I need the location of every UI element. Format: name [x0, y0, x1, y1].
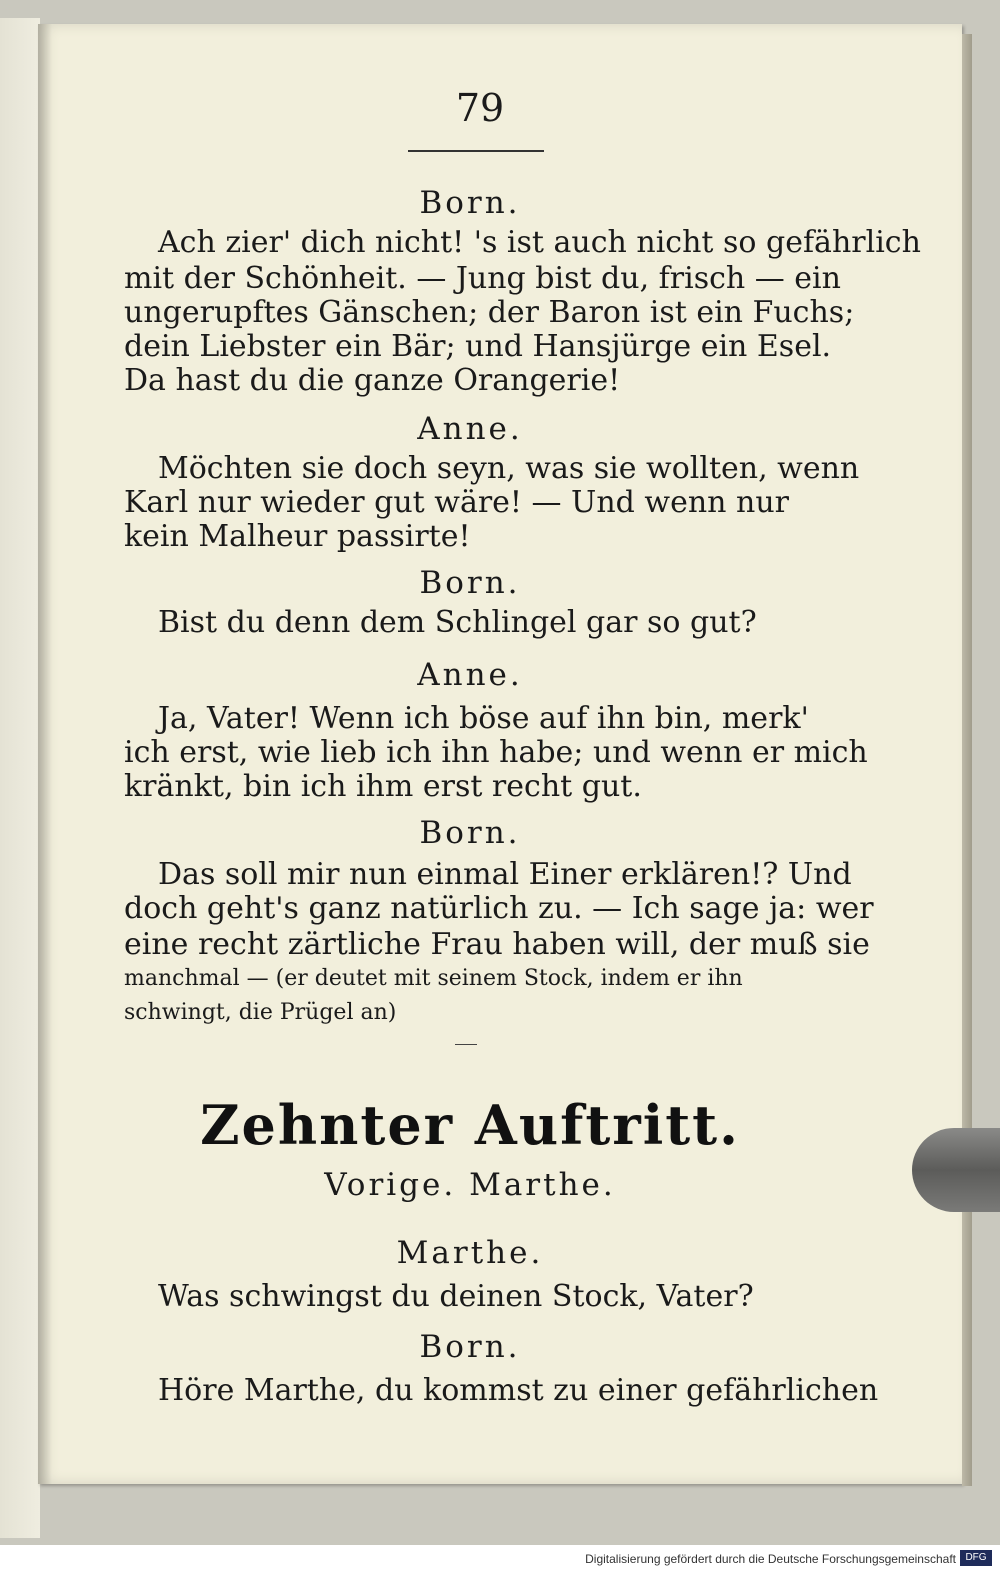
header-rule: [408, 150, 544, 152]
stage-direction-line: schwingt, die Prügel an): [124, 1000, 397, 1025]
text-line: dein Liebster ein Bär; und Hansjürge ein Esel.: [124, 329, 832, 364]
text-line: Möchten sie doch seyn, was sie wollten, wenn: [158, 451, 860, 486]
scene-heading: Zehnter Auftritt.: [200, 1093, 740, 1157]
scene-characters: Vorige. Marthe.: [324, 1167, 616, 1203]
speaker-name: Anne.: [417, 657, 523, 693]
speaker-name: Anne.: [417, 411, 523, 447]
speaker-name: Born.: [419, 565, 521, 601]
text-line: Bist du denn dem Schlingel gar so gut?: [158, 605, 757, 640]
page-turn-tab[interactable]: [912, 1128, 1000, 1212]
text-line: kein Malheur passirte!: [124, 519, 471, 554]
speaker-name: Born.: [419, 815, 521, 851]
page-number: 79: [455, 86, 505, 130]
dfg-logo: DFG: [960, 1550, 992, 1566]
facing-page-edge: [0, 18, 40, 1538]
text-line: Das soll mir nun einmal Einer erklären!? Und: [158, 857, 852, 892]
text-line: mit der Schönheit. — Jung bist du, frisch — ein: [124, 261, 841, 296]
text-line: ungerupftes Gänschen; der Baron ist ein Fuchs;: [124, 295, 855, 330]
page-spine-shadow: [38, 24, 52, 1484]
text-line: doch geht's ganz natürlich zu. — Ich sage ja: wer: [124, 891, 874, 926]
text-line: Ja, Vater! Wenn ich böse auf ihn bin, merk': [158, 701, 809, 736]
text-line: Höre Marthe, du kommst zu einer gefährlichen: [158, 1373, 879, 1408]
text-line: Was schwingst du deinen Stock, Vater?: [158, 1279, 754, 1314]
stage-direction-line: manchmal — (er deutet mit seinem Stock, indem er ihn: [124, 966, 743, 991]
footer-credit: Digitalisierung gefördert durch die Deutsche Forschungsgemeinschaft: [585, 1552, 956, 1566]
text-line: ich erst, wie lieb ich ihn habe; und wenn er mich: [124, 735, 868, 770]
page-edge: [962, 34, 972, 1486]
text-line: eine recht zärtliche Frau haben will, der muß sie: [124, 927, 870, 962]
text-line: Da hast du die ganze Orangerie!: [124, 363, 621, 398]
text-line: Ach zier' dich nicht! 's ist auch nicht so gefährlich: [158, 225, 921, 260]
scene-divider: [455, 1044, 477, 1045]
speaker-name: Marthe.: [396, 1235, 544, 1271]
text-line: Karl nur wieder gut wäre! — Und wenn nur: [124, 485, 789, 520]
speaker-name: Born.: [419, 1329, 521, 1365]
text-line: kränkt, bin ich ihm erst recht gut.: [124, 769, 642, 804]
speaker-name: Born.: [419, 185, 521, 221]
